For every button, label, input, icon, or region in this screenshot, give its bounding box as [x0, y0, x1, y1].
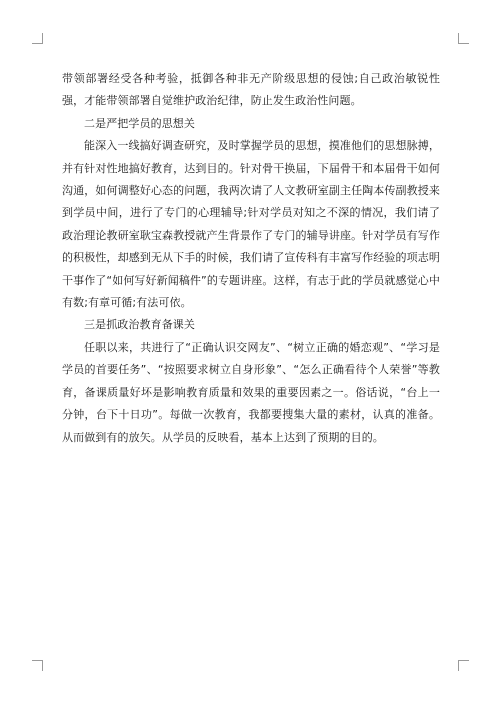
- paragraph-ideology: 能深入一线搞好调查研究，及时掌握学员的思想，摸准他们的思想脉搏，并有针对性地搞好教育，达到目的。针对骨干换届，下届骨干和本届骨干如何沟通，如何调整好心态的问题，我两次请了人文教研室副主任陶本传副教授来到学员中间，进行了专门的心理辅导;针对学员对知之不深的情况，我们请了政治理论教研室耿宝森教授就产生背景作了专门的辅导讲座。针对学员有写作的积极性，却感到无从下手的时候，我们请了宣传科有丰富写作经验的项志明干事作了“如何写好新闻稿件”的专题讲座。这样，有志于此的学员就感觉心中有数;有章可循;有法可依。: [62, 139, 440, 310]
- crop-mark-top-right: [458, 33, 469, 44]
- document-body: [62, 68, 440, 449]
- section-heading-ideology: 二是严把学员的思想关: [84, 116, 195, 130]
- crop-mark-bottom-right: [458, 660, 469, 671]
- paragraph-lesson-prep: 任职以来，共进行了“正确认识交网友”、“树立正确的婚恋观”、“学习是学员的首要任务”、“按照要求树立自身形象”、“怎么正确看待个人荣誉”等教育，备课质量好坏是影响教育质量和效果的重要因素之一。俗话说，“台上一分钟，台下十日功”。每做一次教育，我都要搜集大量的素材，认真的准备。从而做到有的放矢。从学员的反映看，基本上达到了预期的目的。: [62, 340, 440, 444]
- paragraph-political-discipline: 带领部署经受各种考验，抵御各种非无产阶级思想的侵蚀;自己政治敏锐性强，才能带领部署自觉维护政治纪律，防止发生政治性问题。: [62, 72, 440, 108]
- crop-mark-top-left: [32, 33, 43, 44]
- section-heading-lesson-prep: 三是抓政治教育备课关: [84, 318, 195, 332]
- crop-mark-bottom-left: [32, 660, 43, 671]
